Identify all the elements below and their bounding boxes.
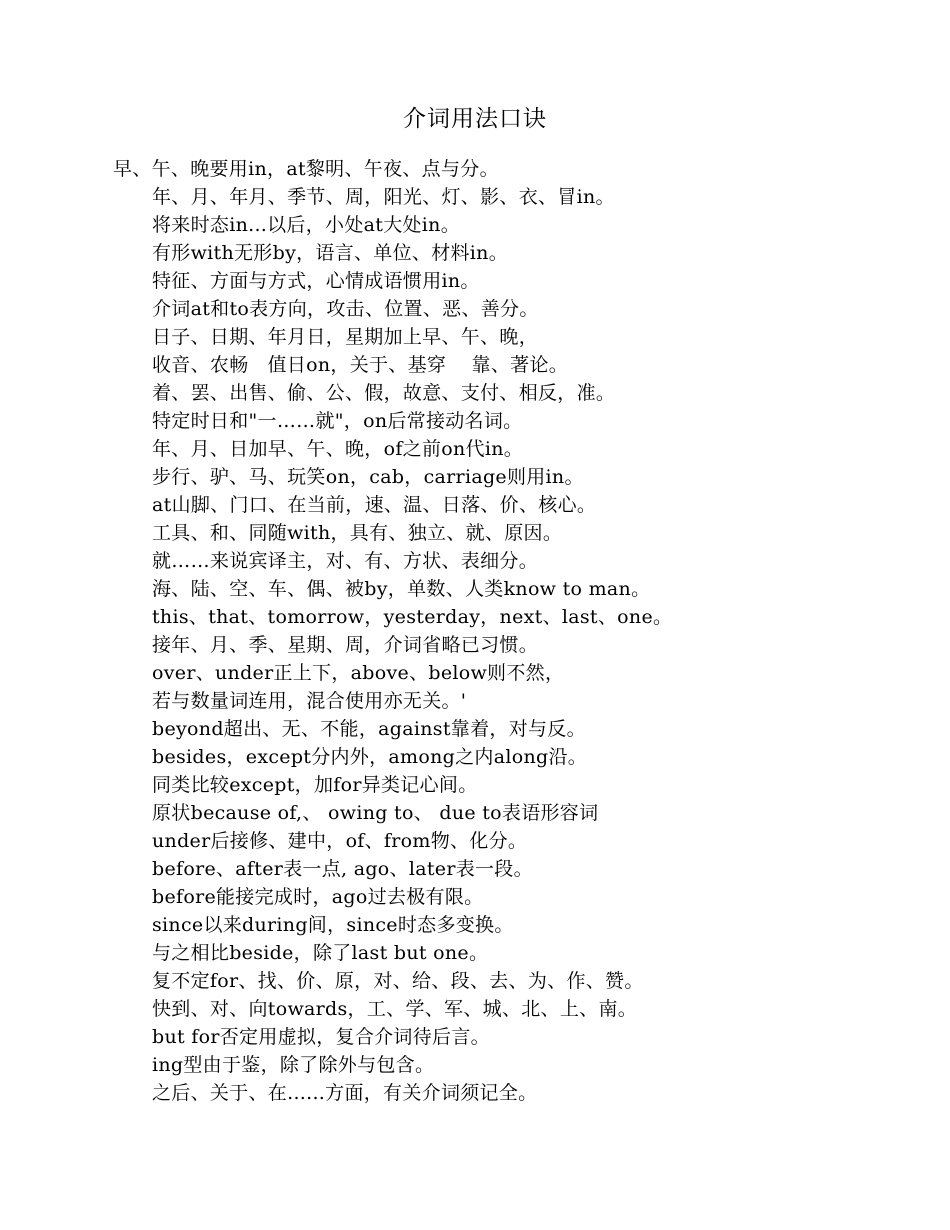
verse-line: 若与数量词连用，混合使用亦无关。' [152,690,467,712]
verse-line: 将来时态in...以后，小处at大处in。 [152,214,461,236]
verse-line: 早、午、晚要用in，at黎明、午夜、点与分。 [113,158,499,180]
verse-body [0,155,950,1107]
verse-line: under后接修、建中，of、from物、化分。 [152,830,528,852]
verse-line: 海、陆、空、车、偶、被by，单数、人类know to man。 [152,578,651,600]
verse-line: 有形with无形by，语言、单位、材料in。 [152,242,509,264]
verse-line: 步行、驴、马、玩笑on，cab，carriage则用in。 [152,466,584,488]
verse-line: besides，except分内外，among之内along沿。 [152,746,588,768]
verse-line: 着、罢、出售、偷、公、假，故意、支付、相反，准。 [152,382,616,404]
verse-line: ing型由于鉴，除了除外与包含。 [152,1054,435,1076]
verse-line: over、under正上下，above、below则不然， [152,662,565,684]
verse-line: before、after表一点, ago、later表一段。 [152,858,533,880]
verse-line: 复不定for、找、价、原，对、给、段、去、为、作、赞。 [152,970,644,992]
verse-line: beyond超出、无、不能，against靠着，对与反。 [152,718,586,740]
verse-line: at山脚、门口、在当前，速、温、日落、价、核心。 [152,494,597,516]
verse-line: 原状because of,、 owing to、 due to表语形容词 [152,802,599,824]
verse-line: 日子、日期、年月日，星期加上早、午、晚， [152,326,539,348]
verse-line: 特征、方面与方式，心情成语惯用in。 [152,270,480,292]
verse-line: since以来during间，since时态多变换。 [152,914,514,936]
verse-line: before能接完成时，ago过去极有限。 [152,886,484,908]
verse-line: this、that、tomorrow，yesterday，next、last、one。 [152,606,673,628]
verse-line: 特定时日和"一……就"，on后常接动名词。 [152,410,523,432]
verse-line: 同类比较except，加for异类记心间。 [152,774,478,796]
verse-line: 快到、对、向towards，工、学、军、城、北、上、南。 [152,998,638,1020]
page-title: 介词用法口诀 [403,106,547,132]
verse-line: 年、月、日加早、午、晚，of之前on代in。 [152,438,524,460]
verse-line: 工具、和、同随with，具有、独立、就、原因。 [152,522,563,544]
verse-line: 接年、月、季、星期、周，介词省略已习惯。 [152,634,539,656]
verse-line: 年、月、年月、季节、周，阳光、灯、影、衣、冒in。 [152,186,615,208]
verse-line: 之后、关于、在......方面，有关介词须记全。 [152,1082,538,1104]
verse-line: 收音、农畅 值日on，关于、基穿 靠、著论。 [152,354,569,376]
verse-line: 与之相比beside，除了last but one。 [152,942,489,964]
verse-line: but for否定用虚拟，复合介词待后言。 [152,1026,490,1048]
verse-line: 就……来说宾译主，对、有、方状、表细分。 [152,550,539,572]
verse-line: 介词at和to表方向，攻击、位置、恶、善分。 [152,298,539,320]
